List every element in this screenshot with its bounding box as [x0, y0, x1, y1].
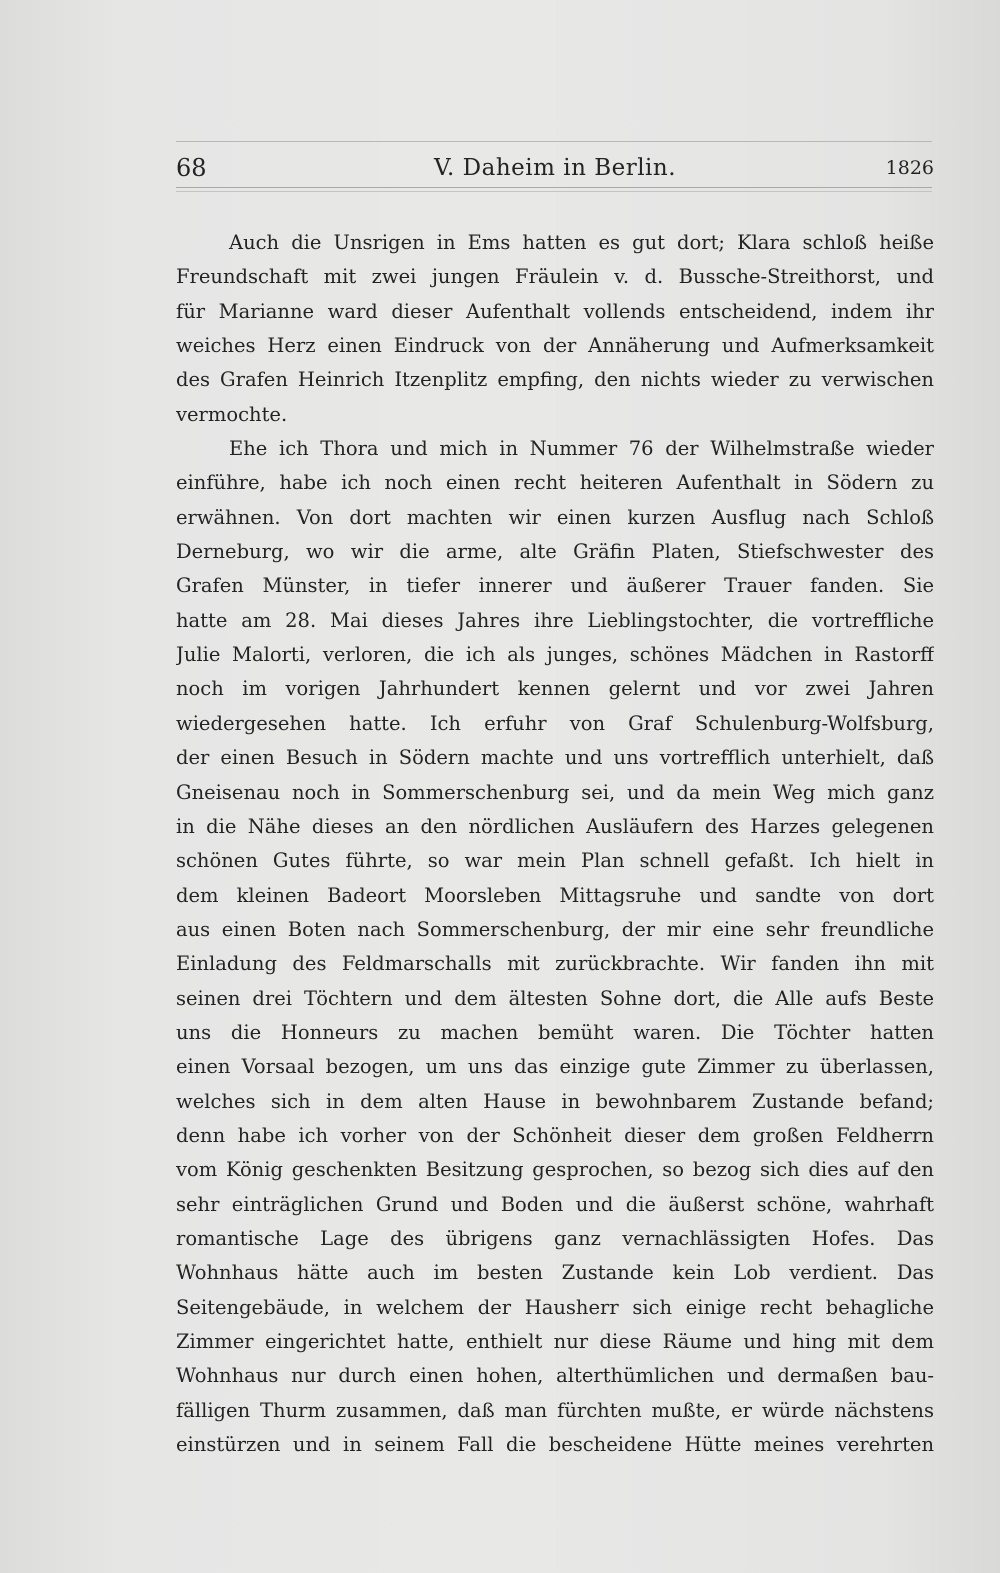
- text-line: Zimmer eingerichtet hatte, enthielt nur diese Räume und hing mit dem: [176, 1330, 934, 1353]
- running-title: V. Daheim in Berlin.: [433, 155, 677, 181]
- text-line: der einen Besuch in Södern machte und uns vortrefflich unterhielt, daß: [176, 746, 934, 770]
- text-line: Derneburg, wo wir die arme, alte Gräfin Platen, Stiefschwester des: [176, 540, 934, 564]
- text-line: für Marianne ward dieser Aufenthalt vollends entscheidend, indem ihr: [176, 299, 934, 323]
- text-line: einstürzen und in seinem Fall die bescheidene Hütte meines verehrten: [176, 1433, 934, 1457]
- text-line: erwähnen. Von dort machten wir einen kurzen Ausflug nach Schloß: [176, 505, 934, 529]
- text-line: fälligen Thurm zusammen, daß man fürchten mußte, er würde nächstens: [176, 1398, 934, 1422]
- text-line: des Grafen Heinrich Itzenplitz empfing, den nichts wieder zu verwischen: [176, 368, 934, 392]
- text-line: aus einen Boten nach Sommerschenburg, der mir eine sehr freundliche: [176, 917, 934, 941]
- page-number: 68: [176, 154, 207, 182]
- running-header: [176, 150, 934, 186]
- text-line: denn habe ich vorher von der Schönheit dieser dem großen Feldherrn: [176, 1123, 934, 1147]
- text-line: einführe, habe ich noch einen recht heiteren Aufenthalt in Södern zu: [176, 471, 934, 495]
- header-rule-bottom: [176, 187, 932, 192]
- body-text: [176, 226, 934, 1462]
- text-line: in die Nähe dieses an den nördlichen Ausläufern des Harzes gelegenen: [176, 814, 934, 838]
- text-line: dem kleinen Badeort Moorsleben Mittagsruhe und sandte von dort: [176, 883, 934, 907]
- text-line: hatte am 28. Mai dieses Jahres ihre Lieblingstochter, die vortreffliche: [176, 608, 934, 632]
- text-line: sehr einträglichen Grund und Boden und die äußerst schöne, wahrhaft: [176, 1192, 934, 1216]
- text-line: welches sich in dem alten Hause in bewohnbarem Zustande befand;: [176, 1089, 934, 1113]
- text-line: noch im vorigen Jahrhundert kennen gelernt und vor zwei Jahren: [176, 677, 934, 701]
- text-line: Wohnhaus hätte auch im besten Zustande kein Lob verdient. Das: [176, 1261, 934, 1285]
- text-line: Einladung des Feldmarschalls mit zurückbrachte. Wir fanden ihn mit: [176, 952, 934, 976]
- header-year: 1826: [885, 157, 934, 179]
- text-line: Freundschaft mit zwei jungen Fräulein v. d. Bussche-Streithorst, und: [176, 265, 934, 289]
- text-line: einen Vorsaal bezogen, um uns das einzige gute Zimmer zu überlassen,: [176, 1055, 934, 1079]
- text-line: romantische Lage des übrigens ganz vernachlässigten Hofes. Das: [176, 1226, 934, 1250]
- header-rule-top: [176, 141, 932, 142]
- text-line: Auch die Unsrigen in Ems hatten es gut dort; Klara schloß heiße: [229, 231, 934, 254]
- text-line: Wohnhaus nur durch einen hohen, alterthümlichen und dermaßen bau-: [176, 1364, 934, 1388]
- text-line: wiedergesehen hatte. Ich erfuhr von Graf Schulenburg-Wolfsburg,: [176, 711, 934, 735]
- text-line: schönen Gutes führte, so war mein Plan schnell gefaßt. Ich hielt in: [176, 849, 934, 873]
- text-line: uns die Honneurs zu machen bemüht waren. Die Töchter hatten: [176, 1020, 934, 1044]
- text-line: Seitengebäude, in welchem der Hausherr sich einige recht behagliche: [176, 1295, 934, 1319]
- text-line: seinen drei Töchtern und dem ältesten Sohne dort, die Alle aufs Beste: [176, 986, 934, 1010]
- text-line: vermochte.: [176, 402, 288, 426]
- text-line: weiches Herz einen Eindruck von der Annäherung und Aufmerksamkeit: [176, 334, 934, 358]
- text-line: Ehe ich Thora und mich in Nummer 76 der Wilhelmstraße wieder: [229, 437, 934, 461]
- text-line: Grafen Münster, in tiefer innerer und äußerer Trauer fanden. Sie: [176, 574, 934, 598]
- text-line: Gneisenau noch in Sommerschenburg sei, und da mein Weg mich ganz: [176, 780, 934, 804]
- text-line: vom König geschenkten Besitzung gesprochen, so bezog sich dies auf den: [176, 1158, 934, 1182]
- text-line: Julie Malorti, verloren, die ich als junges, schönes Mädchen in Rastorff: [176, 643, 934, 667]
